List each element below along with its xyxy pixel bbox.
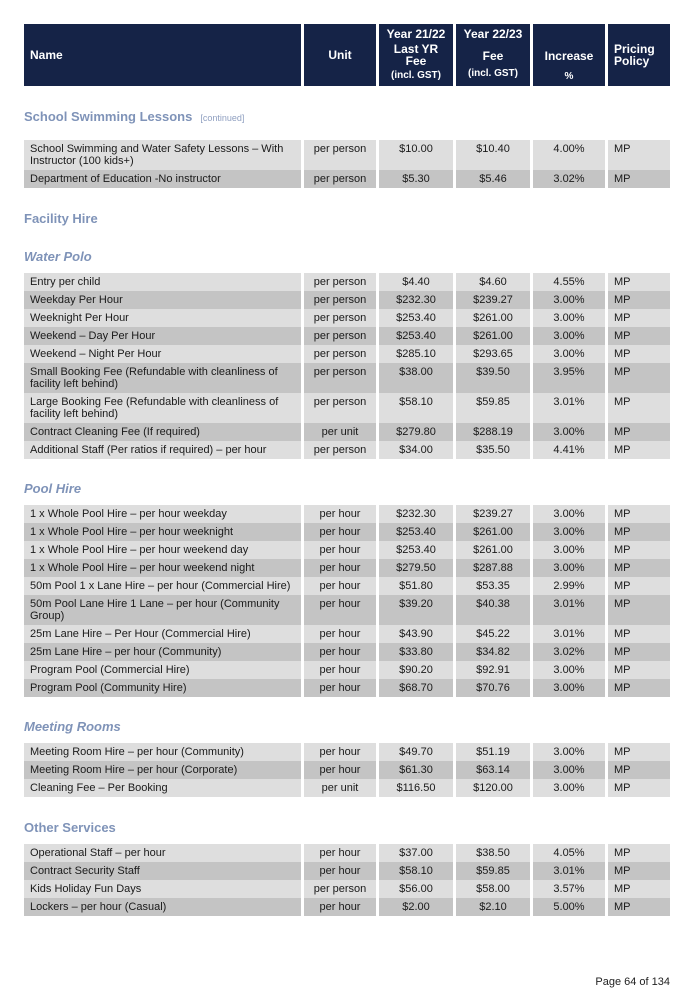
table-row xyxy=(24,559,670,577)
increase-cell: 3.00% xyxy=(533,761,605,779)
fee-name-cell: Large Booking Fee (Refundable with cleanliness of facility left behind) xyxy=(24,393,301,423)
current-fee-cell: $51.19 xyxy=(456,743,530,761)
increase-cell: 3.00% xyxy=(533,559,605,577)
pricing-policy-cell: MP xyxy=(608,523,670,541)
unit-cell: per hour xyxy=(304,523,376,541)
pricing-policy-cell: MP xyxy=(608,291,670,309)
pricing-policy-cell: MP xyxy=(608,761,670,779)
pricing-policy-cell: MP xyxy=(608,577,670,595)
current-fee-cell: $40.38 xyxy=(456,595,530,625)
pricing-policy-cell: MP xyxy=(608,393,670,423)
last-year-fee-cell: $253.40 xyxy=(379,309,453,327)
header-last-year-period: Year 21/22 xyxy=(386,27,446,41)
current-fee-cell: $261.00 xyxy=(456,541,530,559)
fee-name-cell: 25m Lane Hire – per hour (Community) xyxy=(24,643,301,661)
unit-cell: per unit xyxy=(304,423,376,441)
table-other-services xyxy=(24,844,670,916)
section-title-pool-hire: Pool Hire xyxy=(24,481,82,496)
increase-cell: 3.01% xyxy=(533,393,605,423)
current-fee-cell: $261.00 xyxy=(456,523,530,541)
header-this-year-period: Year 22/23 xyxy=(463,27,523,41)
unit-cell: per hour xyxy=(304,679,376,697)
unit-cell: per person xyxy=(304,393,376,423)
increase-cell: 3.01% xyxy=(533,862,605,880)
last-year-fee-cell: $4.40 xyxy=(379,273,453,291)
current-fee-cell: $4.60 xyxy=(456,273,530,291)
section-title-school-swimming xyxy=(24,109,244,124)
header-increase xyxy=(533,24,605,86)
unit-cell: per hour xyxy=(304,559,376,577)
pricing-policy-cell: MP xyxy=(608,880,670,898)
current-fee-cell: $287.88 xyxy=(456,559,530,577)
table-row xyxy=(24,363,670,393)
table-row xyxy=(24,423,670,441)
last-year-fee-cell: $68.70 xyxy=(379,679,453,697)
increase-cell: 3.00% xyxy=(533,505,605,523)
table-row xyxy=(24,523,670,541)
header-unit xyxy=(304,24,376,86)
unit-cell: per person xyxy=(304,363,376,393)
current-fee-cell: $59.85 xyxy=(456,393,530,423)
unit-cell: per person xyxy=(304,441,376,459)
header-last-year-gst: (incl. GST) xyxy=(391,70,441,81)
fee-name-cell: Weekend – Night Per Hour xyxy=(24,345,301,363)
unit-cell: per person xyxy=(304,140,376,170)
current-fee-cell: $2.10 xyxy=(456,898,530,916)
current-fee-cell: $261.00 xyxy=(456,327,530,345)
pricing-policy-cell: MP xyxy=(608,661,670,679)
increase-cell: 3.01% xyxy=(533,625,605,643)
last-year-fee-cell: $58.10 xyxy=(379,393,453,423)
fee-name-cell: Operational Staff – per hour xyxy=(24,844,301,862)
header-increase-unit: % xyxy=(564,71,574,82)
current-fee-cell: $70.76 xyxy=(456,679,530,697)
last-year-fee-cell: $37.00 xyxy=(379,844,453,862)
fee-name-cell: Cleaning Fee – Per Booking xyxy=(24,779,301,797)
table-row xyxy=(24,880,670,898)
last-year-fee-cell: $56.00 xyxy=(379,880,453,898)
current-fee-cell: $10.40 xyxy=(456,140,530,170)
last-year-fee-cell: $285.10 xyxy=(379,345,453,363)
unit-cell: per person xyxy=(304,291,376,309)
current-fee-cell: $53.35 xyxy=(456,577,530,595)
header-this-year-fee: Fee xyxy=(482,49,504,63)
pricing-policy-cell: MP xyxy=(608,363,670,393)
pricing-policy-cell: MP xyxy=(608,559,670,577)
table-row xyxy=(24,779,670,797)
pricing-policy-cell: MP xyxy=(608,779,670,797)
table-meeting-rooms xyxy=(24,743,670,797)
header-last-year-fee: Fee xyxy=(405,54,427,68)
unit-cell: per hour xyxy=(304,541,376,559)
table-row xyxy=(24,541,670,559)
last-year-fee-cell: $38.00 xyxy=(379,363,453,393)
increase-cell: 3.00% xyxy=(533,541,605,559)
increase-cell: 4.41% xyxy=(533,441,605,459)
pricing-policy-cell: MP xyxy=(608,679,670,697)
pricing-policy-cell: MP xyxy=(608,643,670,661)
table-water-polo xyxy=(24,273,670,459)
table-row xyxy=(24,393,670,423)
last-year-fee-cell: $90.20 xyxy=(379,661,453,679)
increase-cell: 3.00% xyxy=(533,309,605,327)
pricing-policy-cell: MP xyxy=(608,625,670,643)
current-fee-cell: $261.00 xyxy=(456,309,530,327)
table-row xyxy=(24,309,670,327)
table-row xyxy=(24,661,670,679)
last-year-fee-cell: $279.80 xyxy=(379,423,453,441)
increase-cell: 3.02% xyxy=(533,643,605,661)
current-fee-cell: $34.82 xyxy=(456,643,530,661)
fee-name-cell: Additional Staff (Per ratios if required) – per hour xyxy=(24,441,301,459)
table-pool-hire xyxy=(24,505,670,697)
table-row xyxy=(24,577,670,595)
last-year-fee-cell: $232.30 xyxy=(379,291,453,309)
fee-name-cell: Kids Holiday Fun Days xyxy=(24,880,301,898)
header-name-label: Name xyxy=(30,48,63,62)
current-fee-cell: $38.50 xyxy=(456,844,530,862)
fee-name-cell: School Swimming and Water Safety Lessons – With Instructor (100 kids+) xyxy=(24,140,301,170)
increase-cell: 3.00% xyxy=(533,779,605,797)
pricing-policy-cell: MP xyxy=(608,273,670,291)
pricing-policy-cell: MP xyxy=(608,345,670,363)
increase-cell: 5.00% xyxy=(533,898,605,916)
current-fee-cell: $288.19 xyxy=(456,423,530,441)
table-row xyxy=(24,345,670,363)
table-school-swimming xyxy=(24,140,670,188)
current-fee-cell: $92.91 xyxy=(456,661,530,679)
header-unit-label: Unit xyxy=(328,48,352,62)
table-row xyxy=(24,140,670,170)
pricing-policy-cell: MP xyxy=(608,862,670,880)
header-last-year xyxy=(379,24,453,86)
section-title-meeting-rooms: Meeting Rooms xyxy=(24,719,121,734)
fee-name-cell: Department of Education -No instructor xyxy=(24,170,301,188)
unit-cell: per person xyxy=(304,170,376,188)
unit-cell: per hour xyxy=(304,661,376,679)
table-row xyxy=(24,441,670,459)
last-year-fee-cell: $51.80 xyxy=(379,577,453,595)
table-row xyxy=(24,327,670,345)
current-fee-cell: $239.27 xyxy=(456,291,530,309)
current-fee-cell: $59.85 xyxy=(456,862,530,880)
last-year-fee-cell: $58.10 xyxy=(379,862,453,880)
header-pricing-label: Pricing xyxy=(614,42,655,56)
pricing-policy-cell: MP xyxy=(608,327,670,345)
fee-name-cell: 1 x Whole Pool Hire – per hour weeknight xyxy=(24,523,301,541)
pricing-policy-cell: MP xyxy=(608,595,670,625)
unit-cell: per hour xyxy=(304,577,376,595)
unit-cell: per person xyxy=(304,273,376,291)
header-this-year xyxy=(456,24,530,86)
unit-cell: per person xyxy=(304,327,376,345)
header-increase-label: Increase xyxy=(544,49,594,63)
increase-cell: 3.57% xyxy=(533,880,605,898)
table-row xyxy=(24,898,670,916)
pricing-policy-cell: MP xyxy=(608,423,670,441)
pricing-policy-cell: MP xyxy=(608,898,670,916)
last-year-fee-cell: $253.40 xyxy=(379,523,453,541)
last-year-fee-cell: $116.50 xyxy=(379,779,453,797)
unit-cell: per hour xyxy=(304,761,376,779)
fee-name-cell: 25m Lane Hire – Per Hour (Commercial Hire) xyxy=(24,625,301,643)
unit-cell: per person xyxy=(304,309,376,327)
section-title-facility-hire: Facility Hire xyxy=(24,211,98,226)
unit-cell: per hour xyxy=(304,595,376,625)
table-row xyxy=(24,170,670,188)
table-row xyxy=(24,844,670,862)
last-year-fee-cell: $232.30 xyxy=(379,505,453,523)
last-year-fee-cell: $39.20 xyxy=(379,595,453,625)
last-year-fee-cell: $43.90 xyxy=(379,625,453,643)
unit-cell: per hour xyxy=(304,625,376,643)
table-row xyxy=(24,743,670,761)
last-year-fee-cell: $279.50 xyxy=(379,559,453,577)
fee-name-cell: 50m Pool Lane Hire 1 Lane – per hour (Community Group) xyxy=(24,595,301,625)
current-fee-cell: $45.22 xyxy=(456,625,530,643)
header-name xyxy=(24,24,301,86)
current-fee-cell: $39.50 xyxy=(456,363,530,393)
increase-cell: 3.00% xyxy=(533,423,605,441)
table-row xyxy=(24,625,670,643)
unit-cell: per hour xyxy=(304,844,376,862)
continued-label: [continued] xyxy=(200,113,245,123)
increase-cell: 2.99% xyxy=(533,577,605,595)
increase-cell: 4.00% xyxy=(533,140,605,170)
table-header xyxy=(24,24,670,86)
current-fee-cell: $35.50 xyxy=(456,441,530,459)
fee-name-cell: Small Booking Fee (Refundable with cleanliness of facility left behind) xyxy=(24,363,301,393)
unit-cell: per unit xyxy=(304,779,376,797)
increase-cell: 3.00% xyxy=(533,679,605,697)
increase-cell: 3.00% xyxy=(533,743,605,761)
increase-cell: 3.00% xyxy=(533,345,605,363)
header-policy-label: Policy xyxy=(614,54,650,68)
last-year-fee-cell: $61.30 xyxy=(379,761,453,779)
increase-cell: 3.02% xyxy=(533,170,605,188)
increase-cell: 3.00% xyxy=(533,327,605,345)
increase-cell: 3.00% xyxy=(533,291,605,309)
header-this-year-gst: (incl. GST) xyxy=(468,68,518,79)
table-row xyxy=(24,273,670,291)
fee-name-cell: Entry per child xyxy=(24,273,301,291)
section-title-water-polo: Water Polo xyxy=(24,249,92,264)
pricing-policy-cell: MP xyxy=(608,844,670,862)
increase-cell: 3.00% xyxy=(533,523,605,541)
pricing-policy-cell: MP xyxy=(608,140,670,170)
increase-cell: 3.01% xyxy=(533,595,605,625)
table-row xyxy=(24,862,670,880)
last-year-fee-cell: $33.80 xyxy=(379,643,453,661)
unit-cell: per hour xyxy=(304,505,376,523)
table-row xyxy=(24,291,670,309)
increase-cell: 3.95% xyxy=(533,363,605,393)
unit-cell: per hour xyxy=(304,898,376,916)
last-year-fee-cell: $253.40 xyxy=(379,541,453,559)
fee-schedule-page xyxy=(24,24,670,913)
increase-cell: 3.00% xyxy=(533,661,605,679)
increase-cell: 4.55% xyxy=(533,273,605,291)
table-row xyxy=(24,643,670,661)
table-row xyxy=(24,679,670,697)
pricing-policy-cell: MP xyxy=(608,541,670,559)
unit-cell: per person xyxy=(304,880,376,898)
fee-name-cell: Meeting Room Hire – per hour (Community) xyxy=(24,743,301,761)
pricing-policy-cell: MP xyxy=(608,743,670,761)
table-row xyxy=(24,595,670,625)
header-pricing-policy xyxy=(608,24,670,86)
current-fee-cell: $120.00 xyxy=(456,779,530,797)
pricing-policy-cell: MP xyxy=(608,441,670,459)
last-year-fee-cell: $10.00 xyxy=(379,140,453,170)
current-fee-cell: $293.65 xyxy=(456,345,530,363)
fee-name-cell: Program Pool (Commercial Hire) xyxy=(24,661,301,679)
current-fee-cell: $58.00 xyxy=(456,880,530,898)
fee-name-cell: Contract Security Staff xyxy=(24,862,301,880)
pricing-policy-cell: MP xyxy=(608,505,670,523)
unit-cell: per hour xyxy=(304,743,376,761)
pricing-policy-cell: MP xyxy=(608,170,670,188)
last-year-fee-cell: $5.30 xyxy=(379,170,453,188)
header-last-year-label: Last YR xyxy=(393,42,439,56)
last-year-fee-cell: $34.00 xyxy=(379,441,453,459)
fee-name-cell: Weekday Per Hour xyxy=(24,291,301,309)
fee-name-cell: Meeting Room Hire – per hour (Corporate) xyxy=(24,761,301,779)
fee-name-cell: 50m Pool 1 x Lane Hire – per hour (Commercial Hire) xyxy=(24,577,301,595)
section-title-text: School Swimming Lessons xyxy=(24,109,193,124)
fee-name-cell: Weekend – Day Per Hour xyxy=(24,327,301,345)
current-fee-cell: $239.27 xyxy=(456,505,530,523)
fee-name-cell: Lockers – per hour (Casual) xyxy=(24,898,301,916)
fee-name-cell: 1 x Whole Pool Hire – per hour weekend day xyxy=(24,541,301,559)
increase-cell: 4.05% xyxy=(533,844,605,862)
last-year-fee-cell: $253.40 xyxy=(379,327,453,345)
fee-name-cell: 1 x Whole Pool Hire – per hour weekend night xyxy=(24,559,301,577)
current-fee-cell: $63.14 xyxy=(456,761,530,779)
table-row xyxy=(24,761,670,779)
section-title-other-services: Other Services xyxy=(24,820,116,835)
fee-name-cell: Weeknight Per Hour xyxy=(24,309,301,327)
unit-cell: per person xyxy=(304,345,376,363)
unit-cell: per hour xyxy=(304,643,376,661)
unit-cell: per hour xyxy=(304,862,376,880)
fee-name-cell: Program Pool (Community Hire) xyxy=(24,679,301,697)
fee-name-cell: 1 x Whole Pool Hire – per hour weekday xyxy=(24,505,301,523)
last-year-fee-cell: $49.70 xyxy=(379,743,453,761)
last-year-fee-cell: $2.00 xyxy=(379,898,453,916)
current-fee-cell: $5.46 xyxy=(456,170,530,188)
fee-name-cell: Contract Cleaning Fee (If required) xyxy=(24,423,301,441)
pricing-policy-cell: MP xyxy=(608,309,670,327)
page-number: Page 64 of 134 xyxy=(595,976,670,988)
table-row xyxy=(24,505,670,523)
